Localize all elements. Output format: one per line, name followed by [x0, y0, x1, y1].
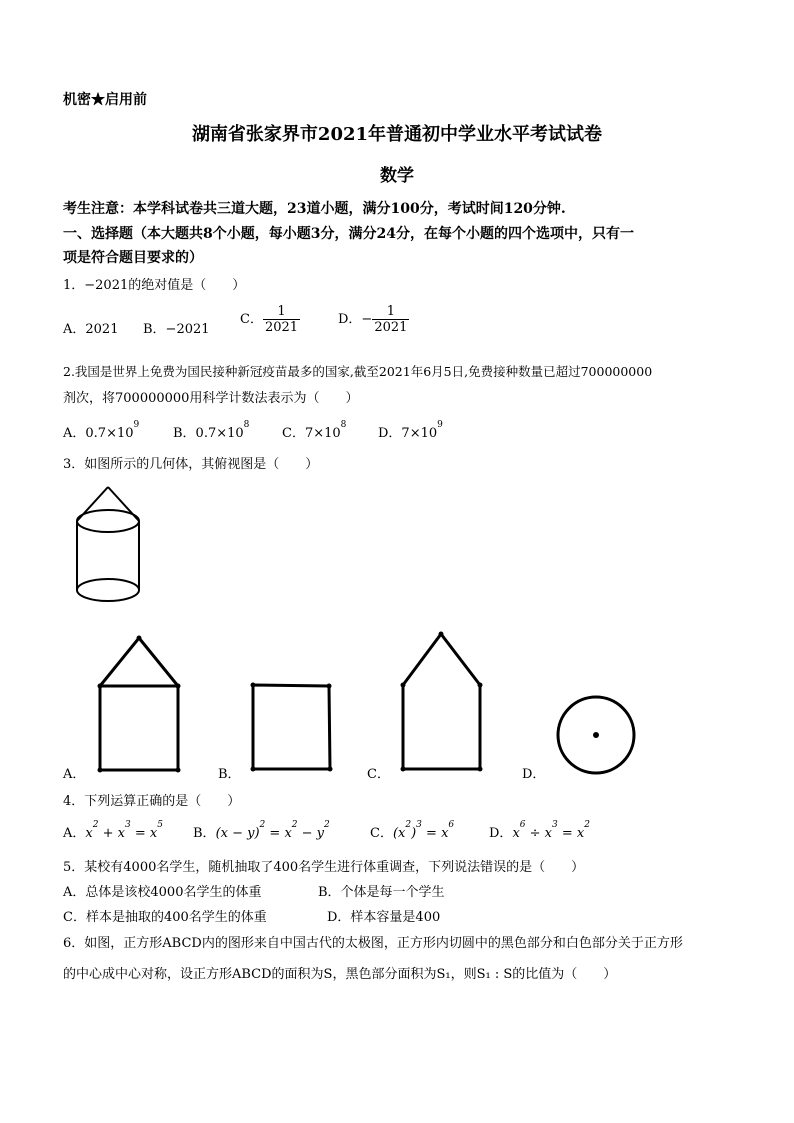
q1-option-d [338, 304, 409, 335]
q4-option-c [370, 822, 454, 841]
q5-option-c: C．样本是抽取的400名学生的体重 [63, 910, 267, 925]
section-heading-line1: 一、选择题（本大题共8个小题，每小题3分，满分24分，在每个小题的四个选项中，只有一 [63, 226, 634, 242]
confidential-label: 机密★启用前 [63, 92, 147, 108]
q2-option-a [63, 422, 139, 441]
fraction-numerator: 1 [386, 304, 396, 319]
q3-option-d-label: D． [522, 767, 546, 782]
q4-option-b-expression: $(x - y)^2 = x^2 - y^2$ [215, 820, 330, 841]
q4-option-a-expression: $x^2 + x^3 = x^5$ [85, 820, 163, 841]
q1-option-d-label: D．− [338, 312, 373, 327]
q3-solid-figure [70, 483, 146, 605]
exponent: 9 [437, 420, 443, 430]
q3-option-b-figure [245, 678, 337, 776]
fraction-denominator: 2021 [264, 320, 299, 335]
q4-option-d-expression: $x^6 \div x^3 = x^2$ [512, 820, 590, 841]
q4-option-d [489, 822, 590, 841]
fraction-numerator: 1 [277, 304, 286, 319]
subject-title: 数学 [380, 166, 414, 186]
q1-option-d-fraction [372, 304, 409, 335]
exponent: 8 [340, 420, 347, 430]
option-label: B． [193, 826, 216, 841]
option-label: A． [63, 826, 86, 841]
section-heading-line2: 项是符合题目要求的） [63, 250, 203, 266]
exponent: 8 [243, 420, 250, 430]
q1-option-c-fraction [263, 304, 300, 335]
q3-option-c-figure [394, 626, 490, 776]
option-label: D． [489, 826, 513, 841]
option-label: C． [370, 826, 393, 841]
q2-option-d [378, 422, 443, 441]
exponent: 9 [133, 420, 140, 430]
exam-notice: 考生注意：本学科试卷共三道大题，23道小题，满分100分，考试时间120分钟. [63, 201, 566, 217]
q5-stem: 5．某校有4000名学生，随机抽取了400名学生进行体重调查，下列说法错误的是（ ） [63, 860, 585, 875]
q1-stem: 1．−2021的绝对值是（ ） [63, 278, 246, 293]
q4-stem: 4．下列运算正确的是（ ） [63, 794, 241, 809]
q4-option-b [193, 822, 330, 841]
q2-option-c [282, 422, 346, 441]
q4-option-a [63, 822, 163, 841]
q3-option-a-label: A． [63, 767, 86, 782]
q5-option-d: D．样本容量是400 [327, 910, 441, 925]
q3-option-d-figure [553, 694, 639, 780]
q1-option-b: B．−2021 [143, 322, 210, 337]
fraction-denominator: 2021 [374, 320, 408, 335]
q2-option-b [173, 422, 249, 441]
q1-option-a: A．2021 [63, 322, 119, 337]
q2-stem-line1: 2.我国是世界上免费为国民接种新冠疫苗最多的国家,截至2021年6月5日,免费接种数量已超过700000000 [63, 364, 653, 379]
option-text: D．7×10 [378, 426, 438, 441]
exam-title: 湖南省张家界市2021年普通初中学业水平考试试卷 [191, 124, 603, 145]
q1-option-c-label: C． [240, 312, 263, 327]
option-text: C．7×10 [282, 426, 341, 441]
q5-option-a: A．总体是该校4000名学生的体重 [63, 885, 262, 900]
q6-stem-line2: 的中心成中心对称，设正方形ABCD的面积为S，黑色部分面积为S₁，则S₁ : S的比值为（ ） [63, 967, 617, 982]
q3-stem: 3．如图所示的几何体，其俯视图是（ ） [63, 457, 319, 472]
q5-option-b: B．个体是每一个学生 [318, 885, 445, 900]
q1-option-c [240, 304, 300, 335]
q2-stem-line2: 剂次，将700000000用科学计数法表示为（ ） [63, 391, 359, 406]
q3-option-b-label: B． [218, 767, 241, 782]
option-text: A．0.7×10 [63, 426, 134, 441]
q3-option-a-figure [92, 630, 187, 775]
q6-stem-line1: 6．如图，正方形ABCD内的图形来自中国古代的太极图，正方形内切圆中的黑色部分和白色部分关于正方形 [63, 936, 683, 951]
q3-option-c-label: C． [367, 767, 390, 782]
q4-option-c-expression: $(x^2)^3 = x^6$ [392, 820, 455, 841]
option-text: B．0.7×10 [173, 426, 244, 441]
